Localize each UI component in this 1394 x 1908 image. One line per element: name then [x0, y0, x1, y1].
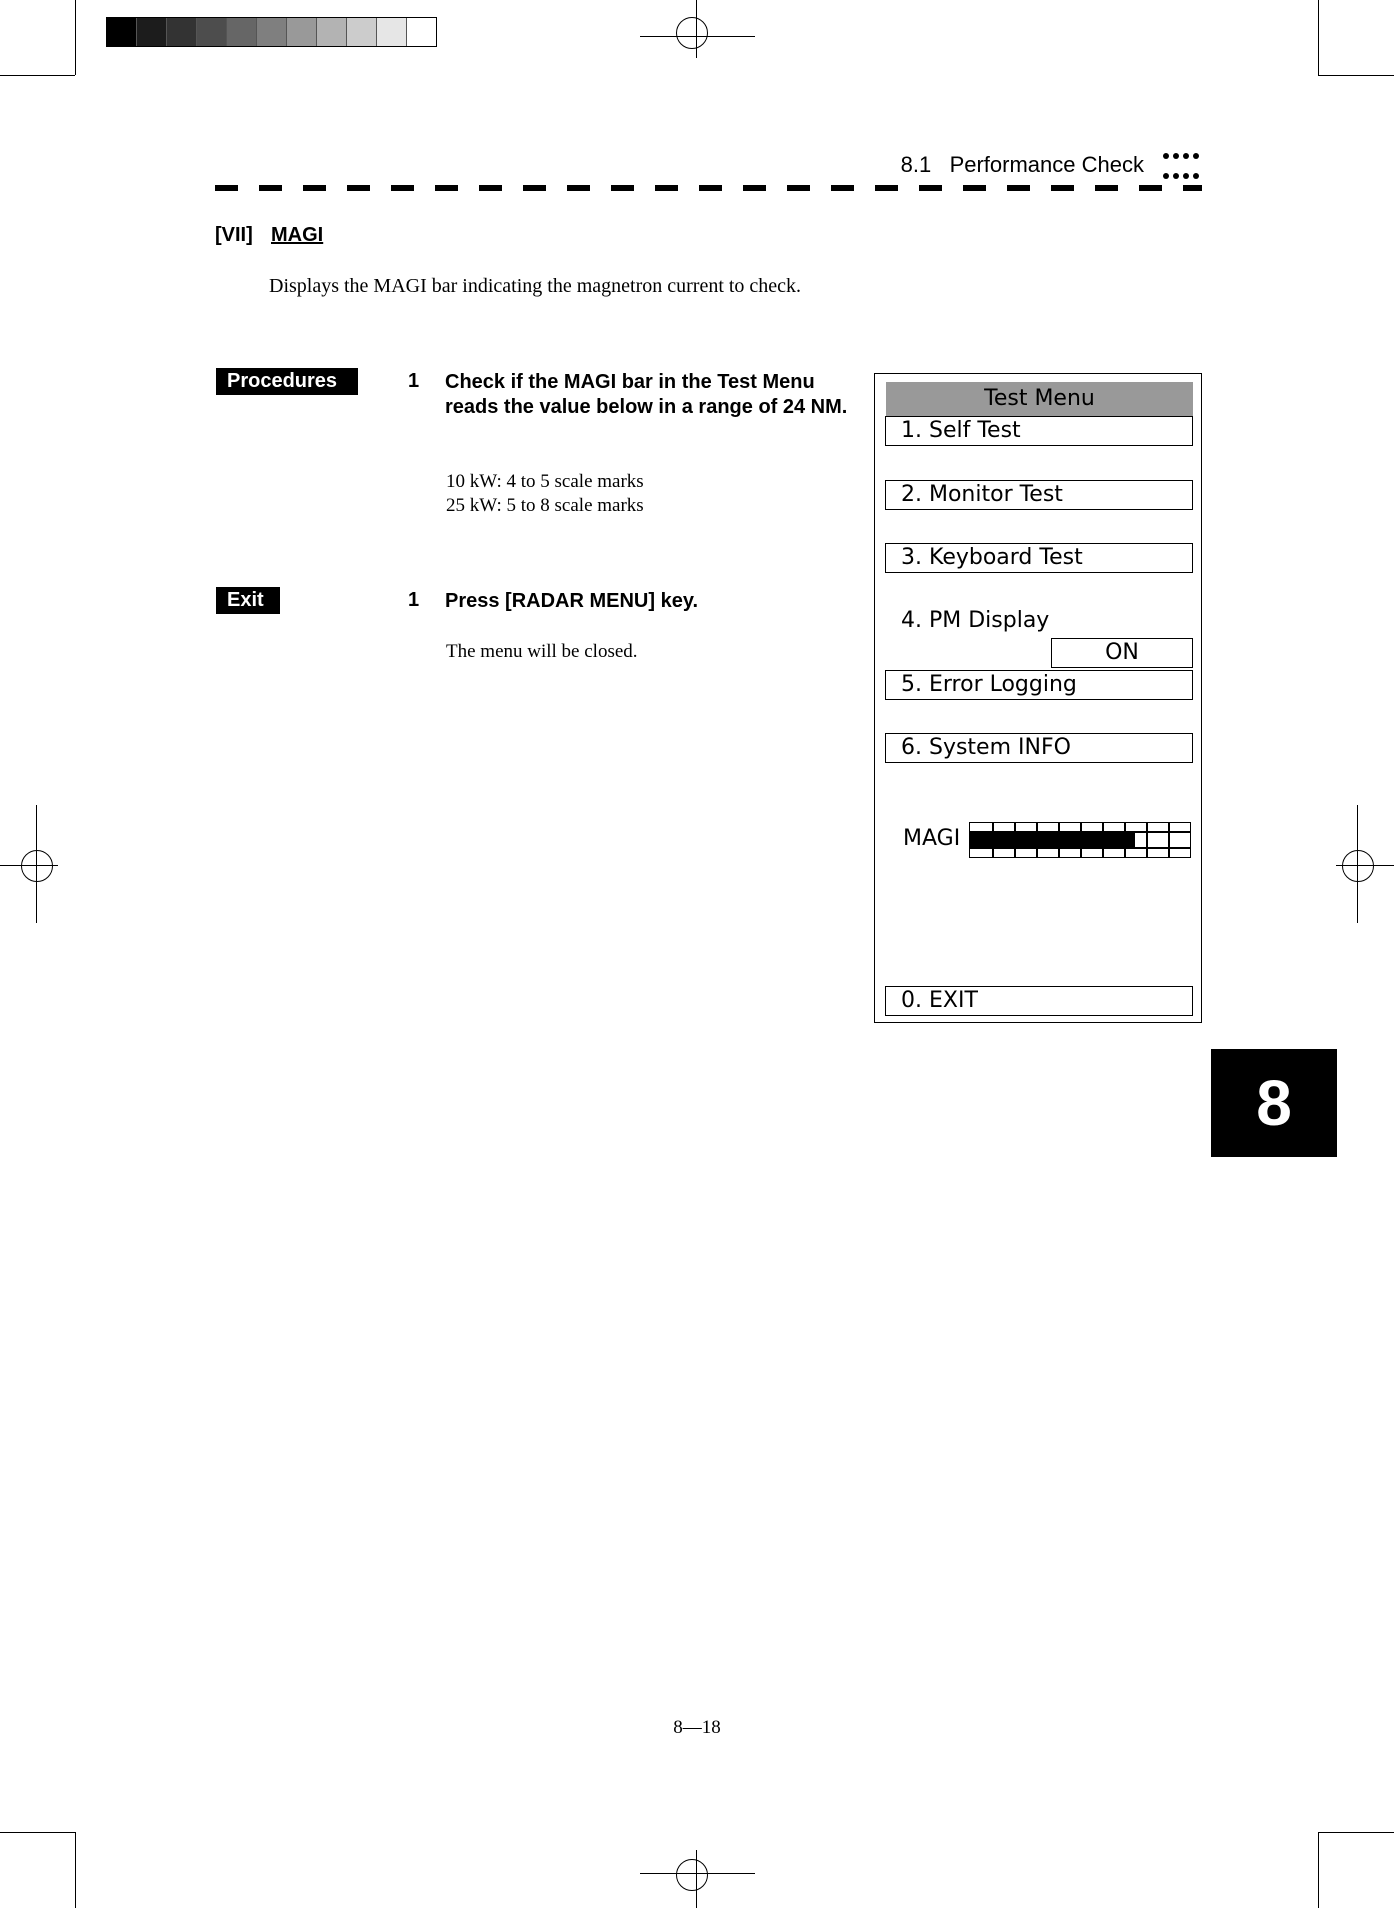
- procedure-note-10kw: 10 kW: 4 to 5 scale marks: [446, 471, 644, 492]
- menu-item-monitor-test[interactable]: 2. Monitor Test: [885, 480, 1193, 510]
- magi-scale-mark: [1124, 823, 1126, 857]
- magi-scale-mark: [1014, 823, 1016, 857]
- gray-swatch-7: [317, 18, 347, 46]
- procedure-note-25kw: 25 kW: 5 to 8 scale marks: [446, 495, 644, 516]
- menu-item-keyboard-test[interactable]: 3. Keyboard Test: [885, 543, 1193, 573]
- gray-swatch-8: [347, 18, 377, 46]
- exit-step-note: The menu will be closed.: [446, 641, 638, 662]
- section-header: 8.1 Performance Check: [900, 152, 1144, 177]
- procedure-step-text: Check if the MAGI bar in the Test Menu reads the value below in a range of 24 NM.: [445, 371, 848, 418]
- magi-scale-mark: [1102, 823, 1104, 857]
- magi-label: MAGI: [903, 826, 961, 851]
- gray-swatch-9: [377, 18, 407, 46]
- test-menu-screen: [874, 373, 1202, 1023]
- gray-calibration-strip: [106, 17, 437, 47]
- menu-item-exit[interactable]: 0. EXIT: [885, 986, 1193, 1016]
- magi-scale-mark: [1058, 823, 1060, 857]
- chapter-tab: 8: [1211, 1049, 1337, 1157]
- pm-display-value[interactable]: ON: [1051, 638, 1193, 668]
- page-number: 8—18: [673, 1717, 721, 1738]
- exit-step-number: 1: [408, 589, 420, 611]
- menu-item-self-test[interactable]: 1. Self Test: [885, 416, 1193, 446]
- intro-text: Displays the MAGI bar indicating the magnetron current to check.: [269, 275, 802, 297]
- gray-swatch-3: [197, 18, 227, 46]
- procedure-step-number: 1: [408, 370, 420, 392]
- magi-guide-line: [970, 831, 1190, 833]
- gray-swatch-4: [227, 18, 257, 46]
- test-menu-title: Test Menu: [886, 382, 1193, 416]
- magi-scale-mark: [1168, 823, 1170, 857]
- exit-badge: Exit: [216, 587, 280, 614]
- gray-swatch-5: [257, 18, 287, 46]
- exit-step-text: Press [RADAR MENU] key.: [445, 590, 699, 612]
- procedures-badge: Procedures: [216, 368, 358, 395]
- gray-swatch-2: [167, 18, 197, 46]
- gray-swatch-6: [287, 18, 317, 46]
- gray-swatch-10: [407, 18, 436, 46]
- section-title: MAGI: [271, 224, 324, 246]
- magi-scale-mark: [1036, 823, 1038, 857]
- menu-item-error-logging[interactable]: 5. Error Logging: [885, 670, 1193, 700]
- magi-scale-mark: [1146, 823, 1148, 857]
- section-number: [VII]: [215, 224, 253, 246]
- menu-item-system-info[interactable]: 6. System INFO: [885, 733, 1193, 763]
- magi-scale-mark: [992, 823, 994, 857]
- gray-swatch-0: [107, 18, 137, 46]
- magi-bar: [969, 822, 1191, 858]
- gray-swatch-1: [137, 18, 167, 46]
- magi-guide-line: [970, 847, 1190, 849]
- dots-icon: [1162, 152, 1202, 182]
- magi-bar-fill: [970, 831, 1135, 847]
- dashed-rule: [215, 185, 1202, 191]
- magi-scale-mark: [1080, 823, 1082, 857]
- menu-item-pm-display[interactable]: 4. PM Display: [901, 608, 1050, 633]
